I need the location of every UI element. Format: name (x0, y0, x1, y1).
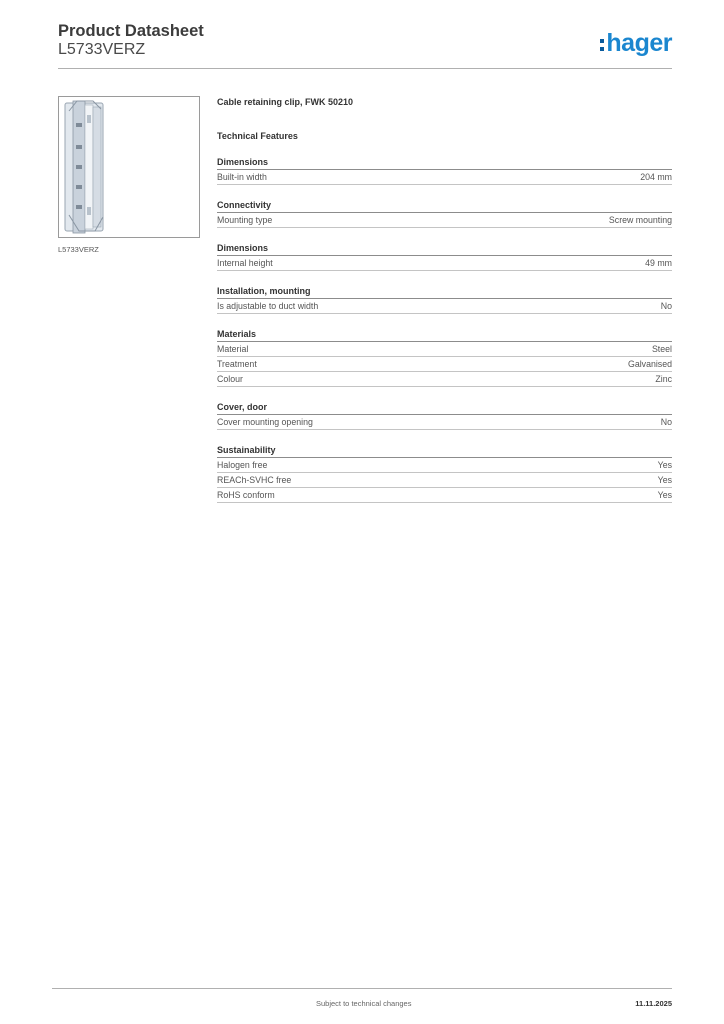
header-divider (58, 68, 672, 69)
spec-value: Galvanised (627, 359, 672, 369)
technical-features-heading: Technical Features (217, 131, 298, 141)
spec-row (217, 342, 672, 357)
section-materials (217, 328, 672, 387)
spec-label: Internal height (217, 258, 273, 268)
spec-value: Yes (657, 475, 672, 485)
spec-row (217, 458, 672, 473)
section-connectivity (217, 199, 672, 228)
footer-note: Subject to technical changes (316, 999, 412, 1008)
spec-label: Is adjustable to duct width (217, 301, 319, 311)
page-header (58, 22, 672, 68)
spec-label: Material (217, 344, 249, 354)
spec-label: Colour (217, 374, 243, 384)
brand-name: hager (606, 29, 672, 57)
spec-row (217, 372, 672, 387)
spec-row (217, 488, 672, 503)
spec-label: Halogen free (217, 460, 268, 470)
spec-label: REACh-SVHC free (217, 475, 292, 485)
spec-value: No (660, 301, 672, 311)
section-title: Dimensions (217, 242, 672, 256)
spec-content (217, 96, 672, 503)
cable-clip-illustration (59, 97, 199, 237)
spec-row (217, 415, 672, 430)
product-name: Cable retaining clip, FWK 50210 (217, 97, 354, 107)
spec-row (217, 170, 672, 185)
section-cover-door (217, 401, 672, 430)
brand-logo (600, 30, 672, 56)
section-title: Materials (217, 328, 672, 342)
spec-row (217, 256, 672, 271)
spec-row (217, 357, 672, 372)
footer-date: 11.11.2025 (635, 999, 672, 1008)
section-title: Dimensions (217, 156, 672, 170)
spec-value: Zinc (655, 374, 672, 384)
spec-value: 49 mm (645, 258, 672, 268)
footer-divider (52, 988, 672, 989)
section-title: Installation, mounting (217, 285, 672, 299)
section-installation (217, 285, 672, 314)
section-title: Sustainability (217, 444, 672, 458)
spec-label: Treatment (217, 359, 257, 369)
spec-value: Yes (657, 460, 672, 470)
spec-row (217, 299, 672, 314)
logo-dots-icon (600, 39, 604, 51)
spec-row (217, 473, 672, 488)
section-dimensions-2 (217, 242, 672, 271)
page-title: Product Datasheet (58, 22, 204, 40)
spec-label: RoHS conform (217, 490, 275, 500)
spec-label: Mounting type (217, 215, 273, 225)
spec-value: No (660, 417, 672, 427)
spec-value: Steel (651, 344, 672, 354)
image-caption: L5733VERZ (58, 245, 99, 254)
spec-label: Cover mounting opening (217, 417, 313, 427)
section-title: Cover, door (217, 401, 672, 415)
spec-value: Yes (657, 490, 672, 500)
product-code: L5733VERZ (58, 41, 146, 58)
spec-row (217, 213, 672, 228)
spec-label: Built-in width (217, 172, 267, 182)
section-dimensions (217, 156, 672, 185)
spec-value: Screw mounting (608, 215, 672, 225)
product-image (58, 96, 200, 238)
section-sustainability (217, 444, 672, 503)
spec-value: 204 mm (640, 172, 672, 182)
section-title: Connectivity (217, 199, 672, 213)
